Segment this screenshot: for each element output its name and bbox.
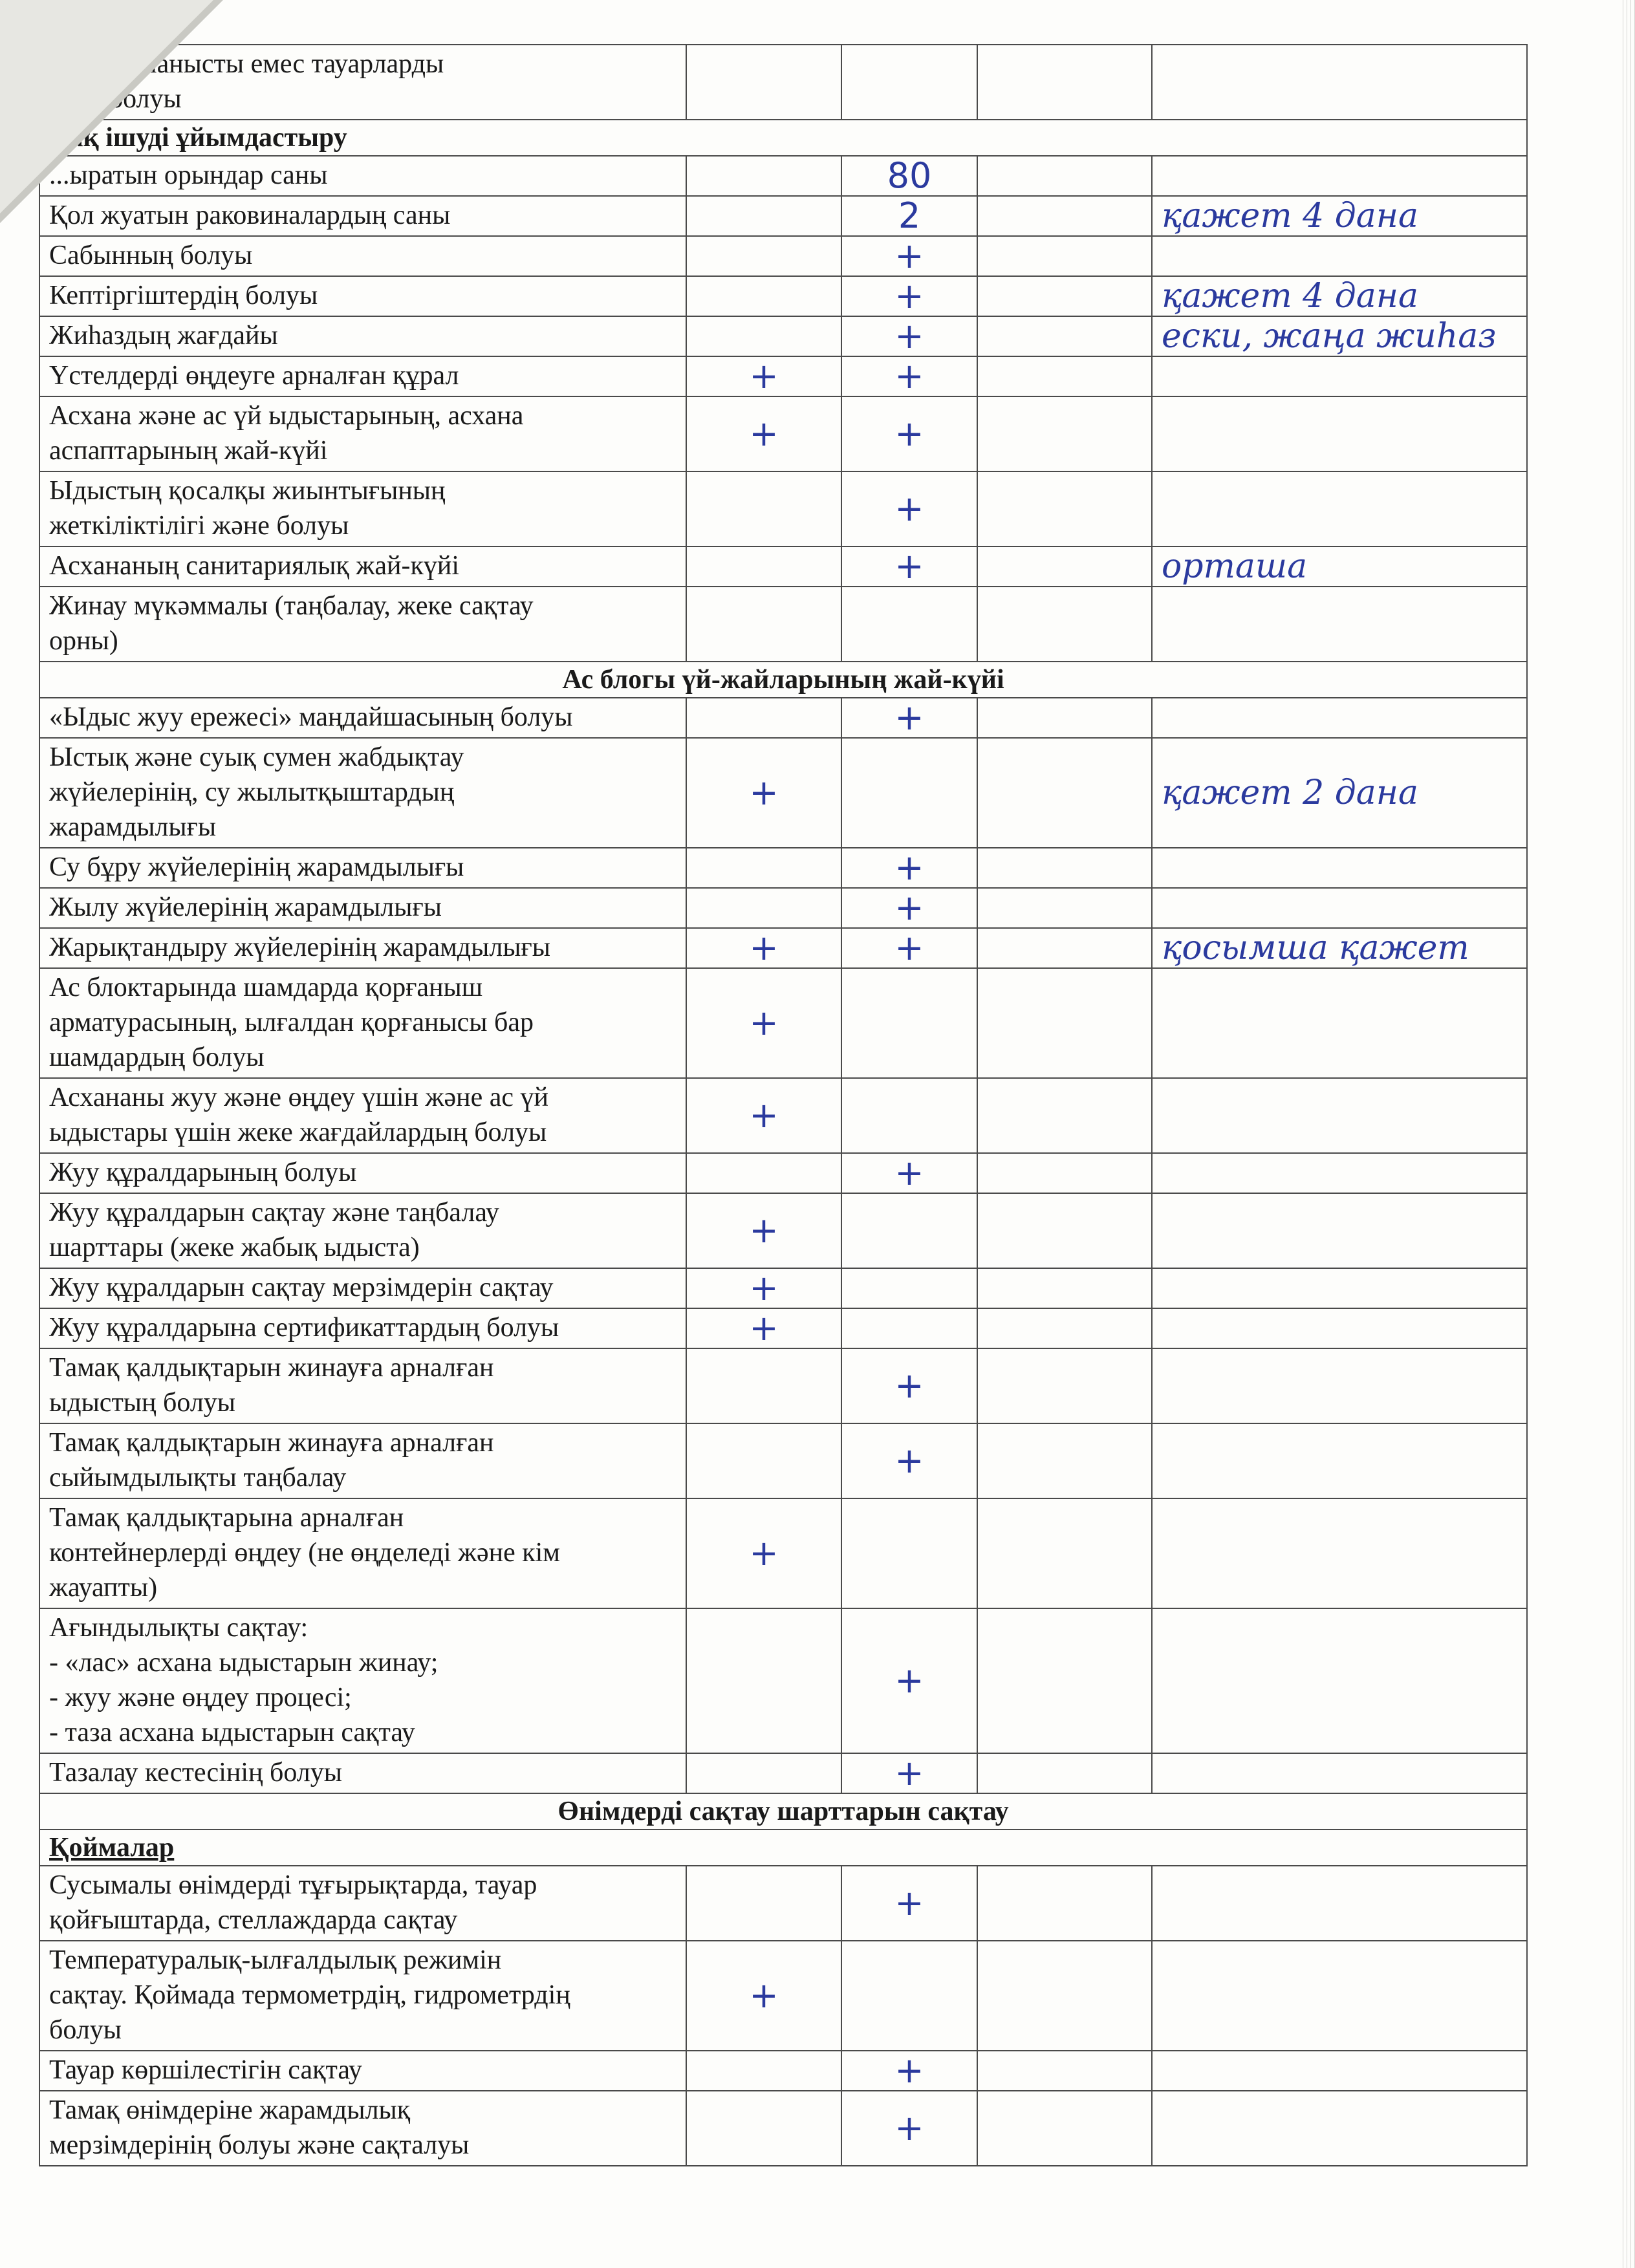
empty-column-3: [977, 1153, 1152, 1193]
empty-column-3: [977, 2051, 1152, 2091]
empty-column-3: [977, 316, 1152, 356]
empty-column-3: [977, 1308, 1152, 1348]
subsection-header-row: [39, 1830, 1527, 1866]
checklist-row: [39, 1078, 1527, 1153]
handwritten-note: қосымша қажет: [1152, 928, 1527, 968]
checklist-row: [39, 968, 1527, 1078]
empty-column-3: [977, 2091, 1152, 2166]
checklist-row: [39, 848, 1527, 888]
mark-column-1: [686, 546, 841, 587]
handwritten-note: [1152, 1153, 1527, 1193]
empty-column-3: [977, 1348, 1152, 1423]
checklist-row: [39, 356, 1527, 396]
mark-column-2: +: [841, 1348, 977, 1423]
mark-column-2: +: [841, 928, 977, 968]
handwritten-note: [1152, 1866, 1527, 1941]
mark-column-1: [686, 276, 841, 316]
mark-column-2: +: [841, 1866, 977, 1941]
handwritten-note: [1152, 888, 1527, 928]
mark-column-2: +: [841, 396, 977, 471]
mark-column-2: +: [841, 888, 977, 928]
handwritten-note: [1152, 1498, 1527, 1608]
mark-column-2: [841, 45, 977, 120]
criterion-label: Асхананы жуу және өңдеу үшін және ас үй ыдыстары үшін жеке жағдайлардың болуы: [39, 1078, 686, 1153]
mark-column-1: [686, 156, 841, 196]
mark-column-1: [686, 2091, 841, 2166]
mark-column-1: [686, 471, 841, 546]
criterion-label: Ыдыстың қосалқы жиынтығының жеткіліктілігі және болуы: [39, 471, 686, 546]
mark-column-2: [841, 1308, 977, 1348]
mark-column-1: [686, 45, 841, 120]
mark-column-1: +: [686, 1498, 841, 1608]
checklist-row: [39, 1608, 1527, 1753]
handwritten-note: [1152, 1941, 1527, 2051]
mark-column-2: [841, 587, 977, 662]
checklist-row: [39, 1348, 1527, 1423]
criterion-label: ...ыратын орындар саны: [39, 156, 686, 196]
mark-column-1: +: [686, 1268, 841, 1308]
empty-column-3: [977, 276, 1152, 316]
empty-column-3: [977, 546, 1152, 587]
checklist-row: [39, 276, 1527, 316]
criterion-label: Су бұру жүйелерінің жарамдылығы: [39, 848, 686, 888]
section-title: Өнімдерді сақтау шарттарын сақтау: [39, 1793, 1527, 1830]
mark-column-1: [686, 1348, 841, 1423]
handwritten-note: [1152, 356, 1527, 396]
criterion-label: ...ен байланысты емес тауарларды ...ың болуы: [39, 45, 686, 120]
mark-column-1: [686, 1753, 841, 1793]
criterion-label: Тамақ қалдықтарына арналған контейнерлерді өңдеу (не өңделеді және кім жауапты): [39, 1498, 686, 1608]
empty-column-3: [977, 738, 1152, 848]
mark-column-1: [686, 587, 841, 662]
handwritten-note: [1152, 1348, 1527, 1423]
criterion-label: Тазалау кестесінің болуы: [39, 1753, 686, 1793]
mark-column-1: +: [686, 1308, 841, 1348]
checklist-row: [39, 587, 1527, 662]
mark-column-2: [841, 1078, 977, 1153]
inspection-checklist-table: [39, 44, 1528, 2166]
checklist-row: [39, 1866, 1527, 1941]
handwritten-note: [1152, 2091, 1527, 2166]
checklist-row: [39, 396, 1527, 471]
mark-column-1: +: [686, 1193, 841, 1268]
criterion-label: Жуу құралдарын сақтау мерзімдерін сақтау: [39, 1268, 686, 1308]
section-header-row: [39, 662, 1527, 698]
mark-column-1: +: [686, 1078, 841, 1153]
criterion-label: Тамақ өнімдеріне жарамдылық мерзімдерінің болуы және сақталуы: [39, 2091, 686, 2166]
checklist-row: [39, 2051, 1527, 2091]
handwritten-note: [1152, 471, 1527, 546]
criterion-label: Жиһаздың жағдайы: [39, 316, 686, 356]
handwritten-note: [1152, 1308, 1527, 1348]
mark-column-2: [841, 1193, 977, 1268]
criterion-label: Ас блоктарында шамдарда қорғаныш арматурасының, ылғалдан қорғанысы бар шамдардың болуы: [39, 968, 686, 1078]
empty-column-3: [977, 698, 1152, 738]
empty-column-3: [977, 356, 1152, 396]
empty-column-3: [977, 1608, 1152, 1753]
checklist-row: [39, 546, 1527, 587]
criterion-label: Ыстық және суық сумен жабдықтау жүйелерінің, су жылытқыштардың жарамдылығы: [39, 738, 686, 848]
mark-column-2: 80: [841, 156, 977, 196]
empty-column-3: [977, 196, 1152, 236]
criterion-label: Сабынның болуы: [39, 236, 686, 276]
mark-column-2: +: [841, 546, 977, 587]
mark-column-1: +: [686, 396, 841, 471]
mark-column-2: +: [841, 1608, 977, 1753]
section-header-row: [39, 120, 1527, 156]
checklist-row: [39, 1941, 1527, 2051]
mark-column-2: 2: [841, 196, 977, 236]
handwritten-note: [1152, 1078, 1527, 1153]
mark-column-1: [686, 1608, 841, 1753]
subsection-title: Қоймалар: [39, 1830, 1527, 1866]
checklist-row: [39, 928, 1527, 968]
checklist-row: [39, 236, 1527, 276]
handwritten-note: қажет 4 дана: [1152, 276, 1527, 316]
empty-column-3: [977, 1268, 1152, 1308]
checklist-row: [39, 196, 1527, 236]
mark-column-1: [686, 888, 841, 928]
handwritten-note: [1152, 396, 1527, 471]
handwritten-note: [1152, 968, 1527, 1078]
mark-column-2: [841, 1498, 977, 1608]
handwritten-note: [1152, 1423, 1527, 1498]
handwritten-note: [1152, 156, 1527, 196]
mark-column-1: [686, 848, 841, 888]
checklist-row: [39, 888, 1527, 928]
handwritten-note: [1152, 236, 1527, 276]
criterion-label: Асхана және ас үй ыдыстарының, асхана аспаптарының жай-күйі: [39, 396, 686, 471]
mark-column-1: [686, 1423, 841, 1498]
criterion-label: Сусымалы өнімдерді тұғырықтарда, тауар қойғыштарда, стеллаждарда сақтау: [39, 1866, 686, 1941]
mark-column-2: [841, 738, 977, 848]
mark-column-1: [686, 316, 841, 356]
mark-column-2: [841, 968, 977, 1078]
criterion-label: Тамақ қалдықтарын жинауға арналған ыдыстың болуы: [39, 1348, 686, 1423]
mark-column-2: +: [841, 848, 977, 888]
checklist-row: [39, 316, 1527, 356]
mark-column-1: [686, 236, 841, 276]
criterion-label: Жуу құралдарына сертификаттардың болуы: [39, 1308, 686, 1348]
empty-column-3: [977, 1193, 1152, 1268]
mark-column-1: +: [686, 928, 841, 968]
handwritten-note: [1152, 1193, 1527, 1268]
handwritten-note: [1152, 698, 1527, 738]
criterion-label: «Ыдыс жуу ережесі» маңдайшасының болуы: [39, 698, 686, 738]
empty-column-3: [977, 236, 1152, 276]
mark-column-2: +: [841, 1753, 977, 1793]
handwritten-note: орташа: [1152, 546, 1527, 587]
mark-column-2: +: [841, 276, 977, 316]
mark-column-2: +: [841, 698, 977, 738]
empty-column-3: [977, 1941, 1152, 2051]
checklist-row: [39, 1153, 1527, 1193]
handwritten-note: [1152, 587, 1527, 662]
mark-column-1: +: [686, 1941, 841, 2051]
mark-column-1: +: [686, 356, 841, 396]
mark-column-1: +: [686, 738, 841, 848]
mark-column-1: [686, 2051, 841, 2091]
empty-column-3: [977, 471, 1152, 546]
criterion-label: Ағындылықты сақтау: - «лас» асхана ыдыстарын жинау; - жуу және өңдеу процесі; - таза асхана ыдыстарын сақтау: [39, 1608, 686, 1753]
handwritten-note: [1152, 1753, 1527, 1793]
empty-column-3: [977, 888, 1152, 928]
criterion-label: Жарықтандыру жүйелерінің жарамдылығы: [39, 928, 686, 968]
section-title: ...ақ ішуді ұйымдастыру: [39, 120, 1527, 156]
empty-column-3: [977, 1866, 1152, 1941]
mark-column-2: +: [841, 1153, 977, 1193]
mark-column-1: [686, 1153, 841, 1193]
mark-column-1: [686, 1866, 841, 1941]
handwritten-note: ески, жаңа жиһаз: [1152, 316, 1527, 356]
mark-column-2: +: [841, 356, 977, 396]
criterion-label: Тауар көршілестігін сақтау: [39, 2051, 686, 2091]
checklist-row: [39, 1308, 1527, 1348]
checklist-row: [39, 45, 1527, 120]
mark-column-2: +: [841, 236, 977, 276]
handwritten-note: [1152, 1268, 1527, 1308]
checklist-row: [39, 471, 1527, 546]
mark-column-1: [686, 196, 841, 236]
mark-column-2: +: [841, 471, 977, 546]
section-title: Ас блогы үй-жайларының жай-күйі: [39, 662, 1527, 698]
empty-column-3: [977, 1753, 1152, 1793]
criterion-label: Кептіргіштердің болуы: [39, 276, 686, 316]
section-header-row: [39, 1793, 1527, 1830]
handwritten-note: [1152, 848, 1527, 888]
mark-column-2: +: [841, 1423, 977, 1498]
checklist-row: [39, 1268, 1527, 1308]
mark-column-2: +: [841, 2091, 977, 2166]
handwritten-note: [1152, 2051, 1527, 2091]
empty-column-3: [977, 156, 1152, 196]
empty-column-3: [977, 45, 1152, 120]
criterion-label: Жуу құралдарының болуы: [39, 1153, 686, 1193]
checklist-row: [39, 1193, 1527, 1268]
mark-column-2: [841, 1941, 977, 2051]
criterion-label: Жинау мүкәммалы (таңбалау, жеке сақтау орны): [39, 587, 686, 662]
empty-column-3: [977, 968, 1152, 1078]
handwritten-note: қажет 2 дана: [1152, 738, 1527, 848]
checklist-row: [39, 738, 1527, 848]
mark-column-2: +: [841, 2051, 977, 2091]
checklist-row: [39, 1423, 1527, 1498]
page-fold: [0, 0, 213, 213]
mark-column-1: [686, 698, 841, 738]
mark-column-2: [841, 1268, 977, 1308]
checklist-row: [39, 1753, 1527, 1793]
empty-column-3: [977, 587, 1152, 662]
checklist-row: [39, 156, 1527, 196]
criterion-label: Жуу құралдарын сақтау және таңбалау шарттары (жеке жабық ыдыста): [39, 1193, 686, 1268]
empty-column-3: [977, 1498, 1152, 1608]
empty-column-3: [977, 928, 1152, 968]
handwritten-note: [1152, 1608, 1527, 1753]
empty-column-3: [977, 1423, 1152, 1498]
page-edge: [1619, 0, 1635, 2268]
criterion-label: Жылу жүйелерінің жарамдылығы: [39, 888, 686, 928]
checklist-row: [39, 2091, 1527, 2166]
mark-column-1: +: [686, 968, 841, 1078]
checklist-row: [39, 698, 1527, 738]
checklist-row: [39, 1498, 1527, 1608]
criterion-label: Тамақ қалдықтарын жинауға арналған сыйымдылықты таңбалау: [39, 1423, 686, 1498]
empty-column-3: [977, 396, 1152, 471]
handwritten-note: қажет 4 дана: [1152, 196, 1527, 236]
mark-column-2: +: [841, 316, 977, 356]
criterion-label: Қол жуатын раковиналардың саны: [39, 196, 686, 236]
empty-column-3: [977, 848, 1152, 888]
handwritten-note: [1152, 45, 1527, 120]
empty-column-3: [977, 1078, 1152, 1153]
criterion-label: Үстелдерді өңдеуге арналған құрал: [39, 356, 686, 396]
criterion-label: Асхананың санитариялық жай-күйі: [39, 546, 686, 587]
criterion-label: Температуралық-ылғалдылық режимін сақтау. Қоймада термометрдің, гидрометрдің болуы: [39, 1941, 686, 2051]
